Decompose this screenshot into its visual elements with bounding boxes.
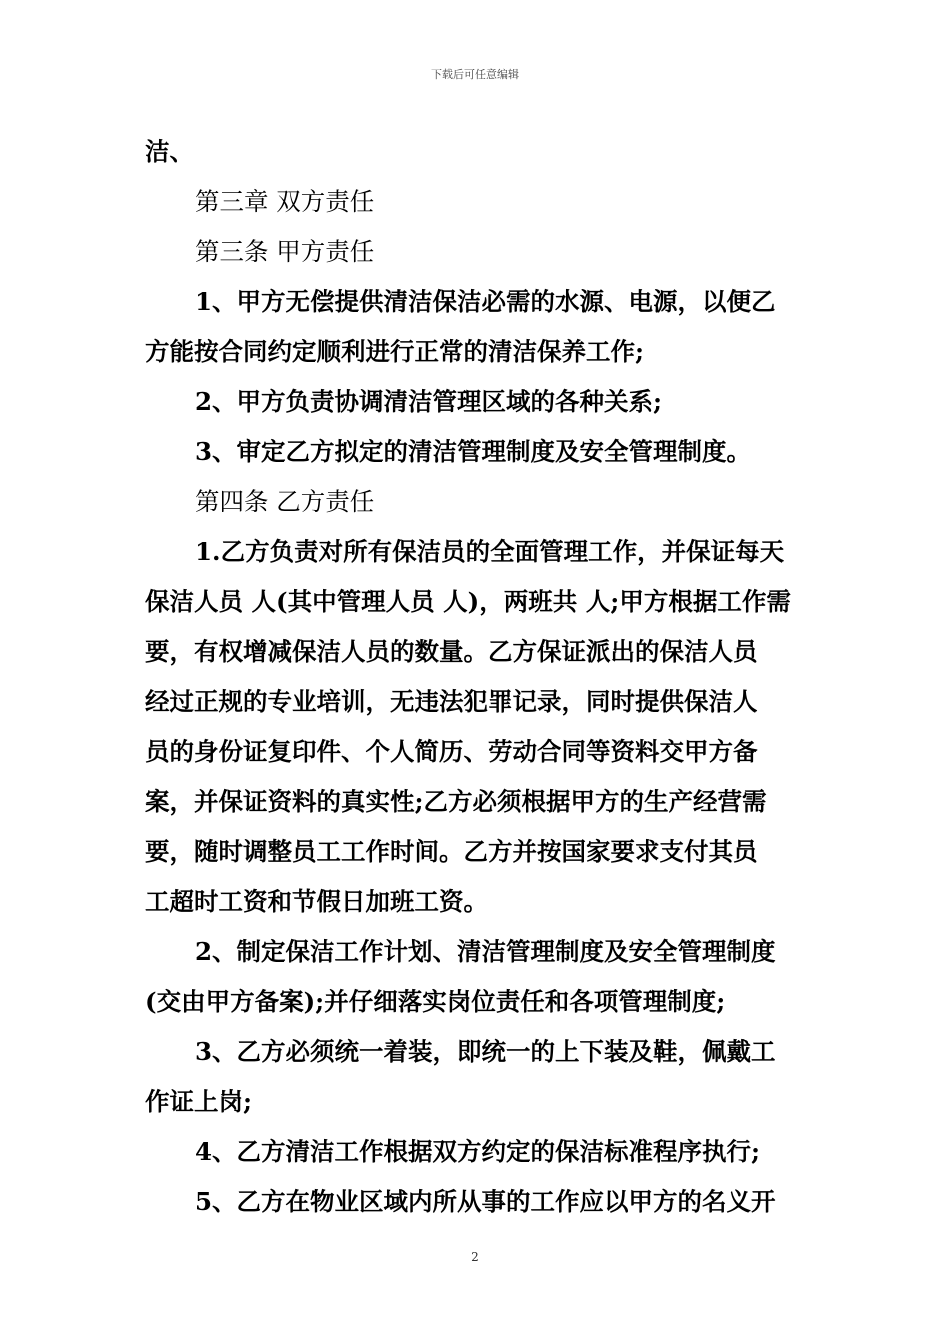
text-line: 要，有权增减保洁人员的数量。乙方保证派出的保洁人员 (145, 637, 758, 666)
text-line: 要，随时调整员工工作时间。乙方并按国家要求支付其员 (145, 837, 758, 866)
text-line: 2、甲方负责协调清洁管理区域的各种关系; (195, 387, 663, 416)
text-line: 4、乙方清洁工作根据双方约定的保洁标准程序执行; (195, 1137, 761, 1166)
text-line: 1、甲方无偿提供清洁保洁必需的水源、电源，以便乙 (195, 287, 776, 316)
text-line: 案，并保证资料的真实性;乙方必须根据甲方的生产经营需 (145, 787, 767, 816)
text-line: 方能按合同约定顺利进行正常的清洁保养工作; (145, 337, 645, 366)
page-header: 下载后可任意编辑 (431, 68, 519, 81)
text-line: 3、审定乙方拟定的清洁管理制度及安全管理制度。 (195, 437, 752, 466)
text-line: 经过正规的专业培训，无违法犯罪记录，同时提供保洁人 (145, 687, 758, 716)
page-number: 2 (471, 1250, 479, 1264)
article-heading: 第四条 乙方责任 (195, 487, 375, 516)
text-line: (交由甲方备案);并仔细落实岗位责任和各项管理制度; (145, 987, 726, 1016)
article-heading: 第三条 甲方责任 (195, 237, 375, 266)
text-line: 洁、 (145, 137, 194, 166)
chapter-heading: 第三章 双方责任 (195, 187, 375, 216)
text-line: 保洁人员 人(其中管理人员 人)，两班共 人;甲方根据工作需 (145, 587, 791, 616)
text-line: 员的身份证复印件、个人简历、劳动合同等资料交甲方备 (145, 737, 758, 766)
text-line: 5、乙方在物业区域内所从事的工作应以甲方的名义开 (195, 1187, 776, 1216)
text-line: 作证上岗; (145, 1087, 253, 1116)
text-line: 1.乙方负责对所有保洁员的全面管理工作，并保证每天 (195, 537, 785, 566)
text-line: 3、乙方必须统一着装，即统一的上下装及鞋，佩戴工 (195, 1037, 776, 1066)
document-body (145, 127, 805, 1227)
text-line: 工超时工资和节假日加班工资。 (145, 887, 488, 916)
text-line: 2、制定保洁工作计划、清洁管理制度及安全管理制度 (195, 937, 776, 966)
